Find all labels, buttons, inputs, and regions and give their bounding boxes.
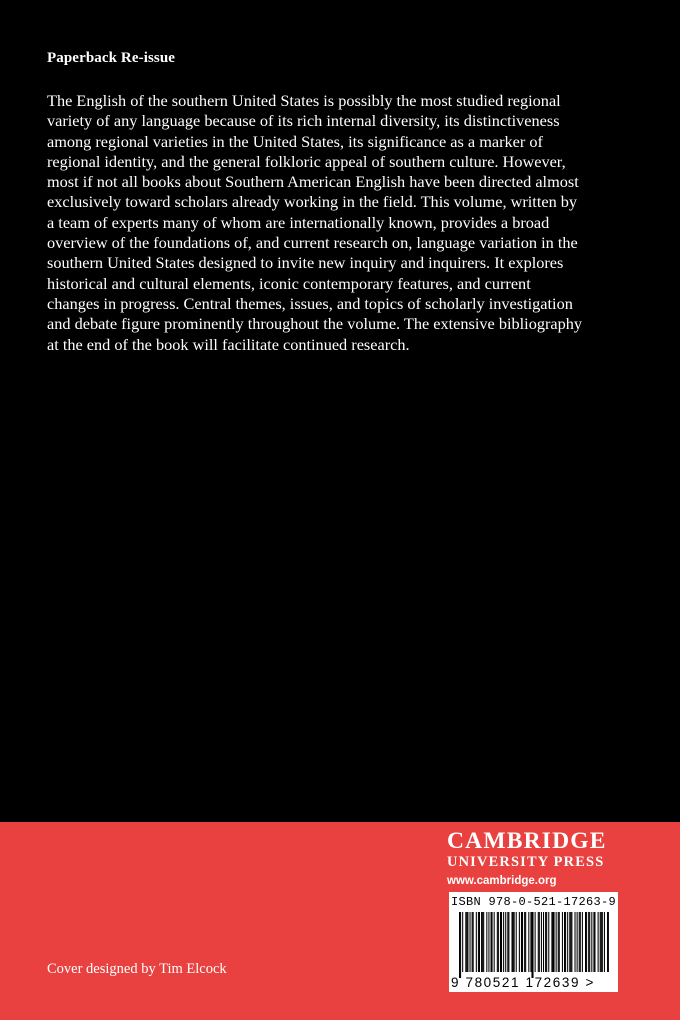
barcode-bar [462, 912, 463, 972]
barcode-bar [516, 912, 517, 972]
barcode-bar [472, 912, 473, 972]
barcode-bar [556, 912, 557, 972]
blurb-text [47, 91, 637, 355]
barcode-bar [577, 912, 578, 972]
barcode-bar [531, 912, 532, 978]
barcode-bar [607, 912, 608, 972]
barcode-bar [503, 912, 504, 972]
barcode-bar [585, 912, 586, 972]
barcode [449, 892, 618, 992]
barcode-bar [459, 912, 460, 978]
barcode-bar [508, 912, 509, 972]
cover-credit: Cover designed by Tim Elcock [47, 961, 227, 977]
barcode-bar [598, 912, 599, 972]
barcode-bar [494, 912, 495, 972]
barcode-bar [498, 912, 499, 972]
barcode-bar [476, 912, 477, 972]
barcode-bar [521, 912, 522, 972]
barcode-bar [541, 912, 542, 972]
barcode-bar [571, 912, 572, 972]
barcode-bar [535, 912, 536, 972]
barcode-bars [459, 912, 609, 978]
blurb-line: variety of any language because of its rich internal diversity, its distinctiveness [47, 111, 560, 131]
barcode-bar [600, 912, 601, 972]
barcode-bar [559, 912, 560, 972]
reissue-label: Paperback Re-issue [47, 50, 176, 66]
barcode-bar [545, 912, 546, 972]
barcode-bar [524, 912, 525, 972]
barcode-bar [591, 912, 592, 972]
barcode-bar [579, 912, 580, 972]
barcode-bar [488, 912, 489, 972]
barcode-bar [507, 912, 508, 972]
barcode-bar [479, 912, 480, 972]
barcode-bar [602, 912, 603, 972]
barcode-bar [486, 912, 487, 972]
blurb-line: regional identity, and the general folkloric appeal of southern culture. However, [47, 151, 566, 171]
barcode-bar [505, 912, 506, 972]
barcode-bar [481, 912, 482, 972]
blurb-line: most if not all books about Southern American English have been directed almost [47, 172, 579, 192]
barcode-bar [608, 912, 609, 972]
barcode-bar [554, 912, 555, 972]
barcode-bar [582, 912, 583, 972]
barcode-bar [601, 912, 602, 972]
barcode-bar [593, 912, 594, 972]
barcode-bar [500, 912, 501, 972]
barcode-bar [483, 912, 484, 972]
barcode-bar [492, 912, 493, 972]
blurb-line: overview of the foundations of, and current research on, language variation in the [47, 233, 578, 253]
barcode-bar [588, 912, 589, 972]
barcode-bar [519, 912, 520, 972]
barcode-bar [589, 912, 590, 972]
barcode-bar [465, 912, 466, 972]
isbn-label: ISBN 978-0-521-17263-9 [450, 895, 617, 909]
barcode-bar [539, 912, 540, 972]
barcode-bar [525, 912, 526, 972]
barcode-bar [569, 912, 570, 972]
publisher-url: www.cambridge.org [447, 875, 557, 887]
barcode-bar [528, 912, 529, 972]
publisher-name: CAMBRIDGE [447, 828, 607, 854]
barcode-bar [562, 912, 563, 972]
blurb-line: changes in progress. Central themes, issues, and topics of scholarly investigation [47, 293, 573, 313]
barcode-bar [501, 912, 502, 972]
barcode-bar [530, 912, 531, 972]
barcode-bar [533, 912, 534, 978]
barcode-bar [575, 912, 576, 972]
barcode-bar [460, 912, 461, 978]
barcode-bar [586, 912, 587, 972]
blurb-line: historical and cultural elements, iconic contemporary features, and current [47, 273, 531, 293]
barcode-bar [580, 912, 581, 972]
barcode-bar [478, 912, 479, 972]
barcode-bar [564, 912, 565, 972]
barcode-bar [497, 912, 498, 972]
barcode-bar [558, 912, 559, 972]
barcode-bar [512, 912, 513, 972]
barcode-bar [548, 912, 549, 972]
barcode-bar [570, 912, 571, 972]
blurb-line: exclusively toward scholars already working in the field. This volume, written by [47, 192, 578, 212]
barcode-bar [604, 912, 605, 972]
blurb-line: and debate figure prominently throughout the volume. The extensive bibliography [47, 314, 583, 334]
barcode-bar [466, 912, 467, 972]
barcode-bar [473, 912, 474, 972]
barcode-bar [514, 912, 515, 972]
blurb-line: at the end of the book will facilitate continued research. [47, 334, 410, 354]
barcode-bar [467, 912, 468, 972]
barcode-bar [594, 912, 595, 972]
barcode-bar [491, 912, 492, 972]
blurb-line: The English of the southern United States is possibly the most studied regional [47, 91, 561, 110]
blurb-line: among regional varieties in the United States, its significance as a marker of [47, 131, 543, 151]
barcode-bar [513, 912, 514, 972]
barcode-bar [538, 912, 539, 972]
barcode-bar [567, 912, 568, 972]
barcode-bar [543, 912, 544, 972]
barcode-bar [522, 912, 523, 972]
barcode-bar [552, 912, 553, 972]
barcode-bar [565, 912, 566, 972]
publisher-logo [447, 828, 619, 889]
barcode-bar [482, 912, 483, 972]
barcode-digits: 9 780521 172639 > [451, 975, 595, 990]
blurb-line: a team of experts many of whom are internationally known, provides a broad [47, 212, 550, 232]
barcode-bar [551, 912, 552, 972]
blurb-line: southern United States designed to invite new inquiry and inquirers. It explores [47, 253, 564, 273]
barcode-bar [470, 912, 471, 972]
barcode-bar [546, 912, 547, 972]
publisher-subtitle: UNIVERSITY PRESS [447, 854, 605, 870]
